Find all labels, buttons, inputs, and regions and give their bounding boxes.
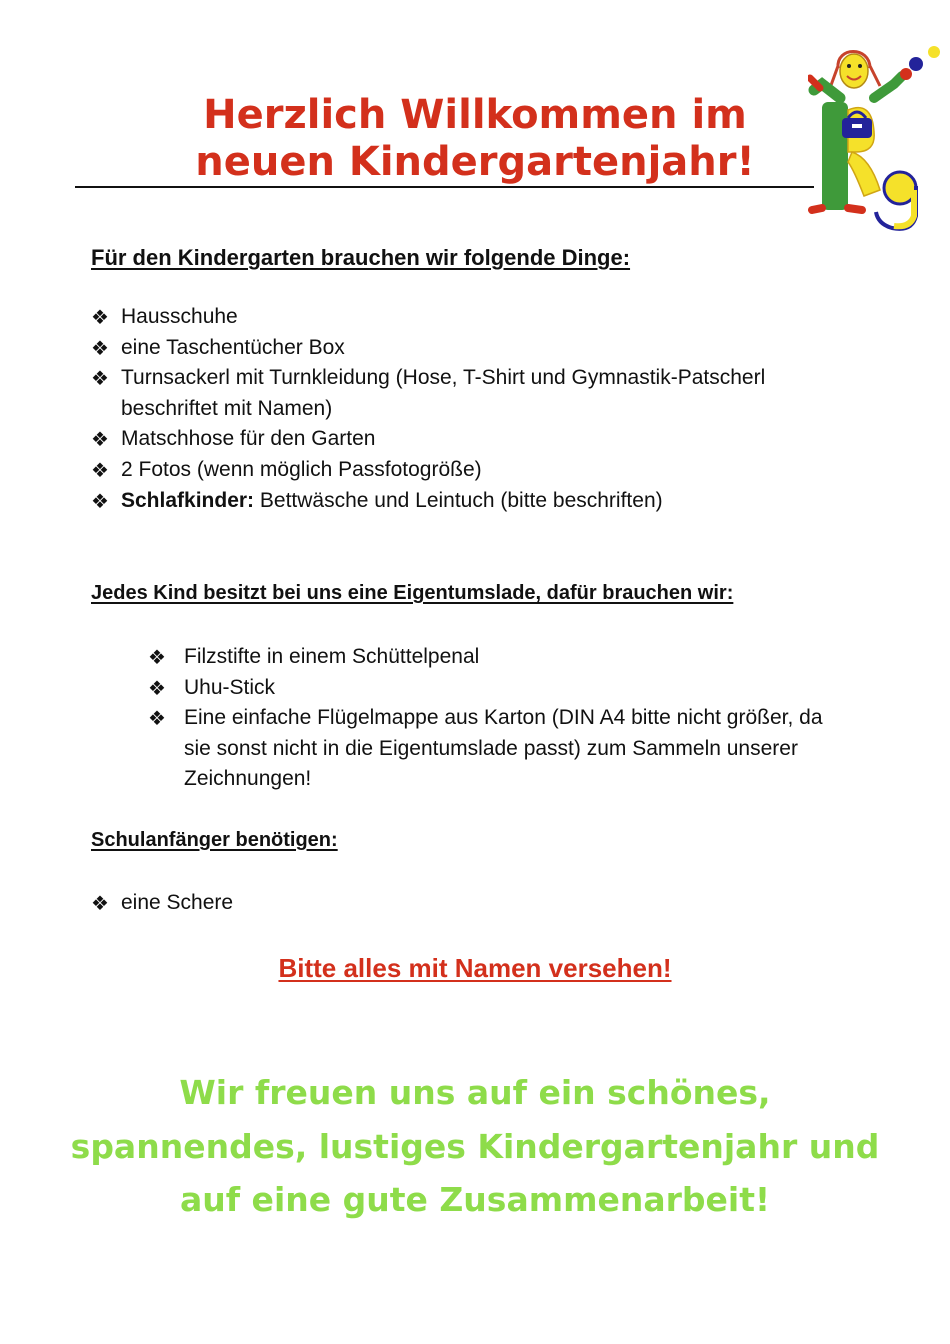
list-item: ❖ Eine einfache Flügelmappe aus Karton (DIN A4 bitte nicht größer, da sie sonst nicht in die Eigentumslade passt) zum Sammeln unserer Zeichnungen! xyxy=(148,703,838,795)
diamond-bullet-icon: ❖ xyxy=(148,645,166,669)
name-labels-reminder: Bitte alles mit Namen versehen! xyxy=(278,953,672,983)
closing-line-2: spannendes, lustiges Kindergartenjahr und xyxy=(70,1126,880,1166)
list-item: ❖ Uhu-Stick xyxy=(148,673,838,704)
diamond-bullet-icon: ❖ xyxy=(91,366,109,391)
section-heading-drawer: Jedes Kind besitzt bei uns eine Eigentumslade, dafür brauchen wir: xyxy=(91,582,734,604)
list-item: ❖ Schlafkinder: Bettwäsche und Leintuch (bitte beschriften) xyxy=(91,486,831,517)
section-heading-supplies: Für den Kindergarten brauchen wir folgende Dinge: xyxy=(91,245,631,270)
drawer-list xyxy=(148,642,838,795)
supplies-list xyxy=(91,302,831,516)
list-item: ❖ 2 Fotos (wenn möglich Passfotogröße) xyxy=(91,455,831,486)
diamond-bullet-icon: ❖ xyxy=(91,305,109,329)
page-title-line-2: neuen Kindergartenjahr! xyxy=(195,139,755,185)
list-item: ❖ Turnsackerl mit Turnkleidung (Hose, T-Shirt und Gymnastik-Patscherl beschriftet mit Namen) xyxy=(91,363,831,424)
list-item: ❖ Hausschuhe xyxy=(91,302,831,333)
list-item: ❖ Matschhose für den Garten xyxy=(91,424,831,455)
diamond-bullet-icon: ❖ xyxy=(91,427,109,452)
closing-line-1: Wir freuen uns auf ein schönes, xyxy=(179,1073,771,1112)
list-item-label-bold: Schlafkinder: xyxy=(121,488,255,512)
closing-message xyxy=(0,1066,950,1227)
list-item: ❖ Filzstifte in einem Schüttelpenal xyxy=(148,642,838,673)
diamond-bullet-icon: ❖ xyxy=(91,891,109,915)
school-starters-list xyxy=(91,888,831,919)
closing-line-3: auf eine gute Zusammenarbeit! xyxy=(179,1180,771,1219)
diamond-bullet-icon: ❖ xyxy=(148,706,166,731)
title-divider xyxy=(75,186,814,188)
page-title-line-1: Herzlich Willkommen im xyxy=(203,92,747,138)
section-heading-school-starters: Schulanfänger benötigen: xyxy=(91,829,338,851)
diamond-bullet-icon: ❖ xyxy=(91,335,109,360)
diamond-bullet-icon: ❖ xyxy=(91,488,109,513)
list-item: ❖ eine Taschentücher Box xyxy=(91,333,831,364)
list-item: ❖ eine Schere xyxy=(91,888,831,919)
kindergarten-logo xyxy=(808,40,950,236)
diamond-bullet-icon: ❖ xyxy=(148,675,166,700)
diamond-bullet-icon: ❖ xyxy=(91,457,109,482)
